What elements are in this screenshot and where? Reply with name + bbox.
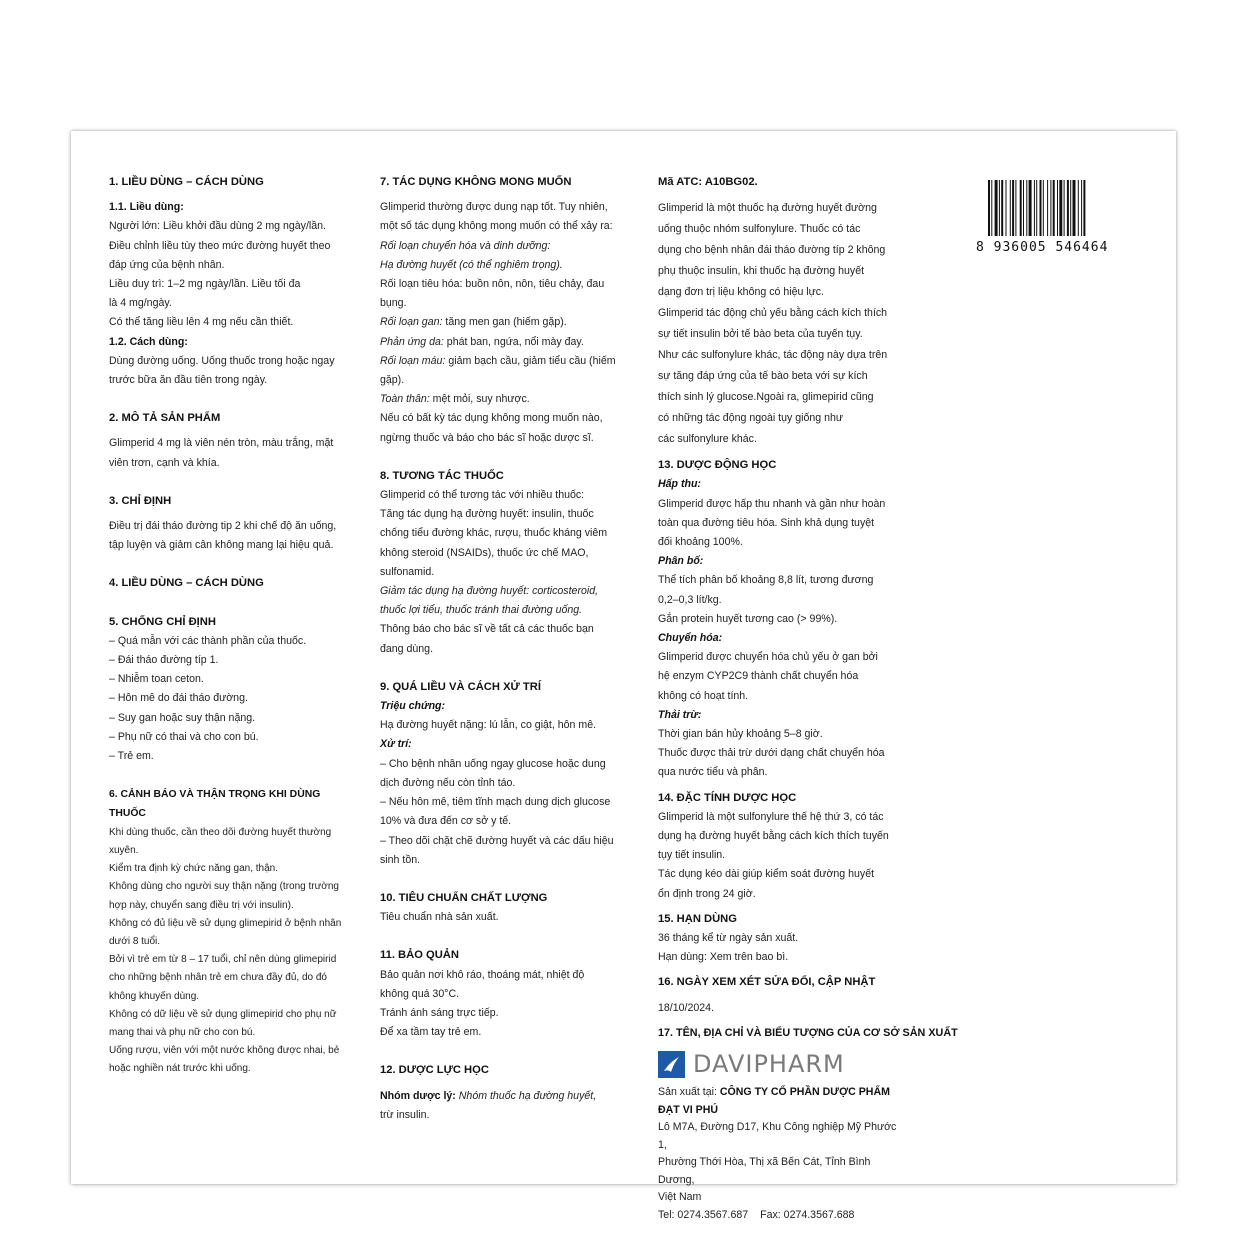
- barcode-bar: [1040, 180, 1042, 236]
- tel: Tel: 0274.3567.687: [658, 1208, 749, 1221]
- text-line: – Trẻ em.: [109, 750, 154, 763]
- text-line: 0,2–0,3 lít/kg.: [658, 593, 722, 606]
- barcode-bar: [1059, 180, 1062, 236]
- section-12-body: Nhóm dược lý: Nhóm thuốc hạ đường huyết,: [380, 1089, 597, 1102]
- text-line: Thuốc được thải trừ dưới dạng chất chuyển hóa: [658, 747, 885, 760]
- barcode: [976, 180, 1136, 254]
- absorption-body: [658, 495, 903, 553]
- barcode-bar: [1006, 180, 1007, 236]
- barcode-bars: [976, 180, 1136, 238]
- barcode-bar: [1081, 180, 1082, 236]
- elimination-body: [658, 725, 903, 783]
- barcode-bar: [1010, 180, 1011, 236]
- text-line: – Quá mẫn với các thành phần của thuốc.: [109, 634, 307, 647]
- text-line: dụng cho bệnh nhân đái tháo đường típ 2 không: [658, 244, 886, 257]
- text-line: Glimperid được hấp thu nhanh và gần như hoàn: [658, 497, 886, 510]
- section-15-title: 15. HẠN DÙNG: [658, 912, 737, 925]
- section-1-1-title: 1.1. Liều dùng:: [109, 201, 184, 214]
- text-line: dạng đơn trị liệu không có hiệu lực.: [658, 286, 824, 299]
- text-line: Kiểm tra định kỳ chức năng gan, thận.: [109, 863, 279, 875]
- text-line: phụ thuộc insulin, khi thuốc hạ đường huyết: [658, 265, 865, 278]
- text-line: đối khoảng 100%.: [658, 536, 743, 549]
- barcode-bar: [1050, 180, 1051, 236]
- text-line: Điều trị đái tháo đường tip 2 khi chế độ ăn uống,: [109, 520, 337, 533]
- section-14-title: 14. ĐẶC TÍNH DƯỢC HỌC: [658, 791, 797, 804]
- barcode-bar: [1012, 180, 1014, 236]
- text-line: sulfonamid.: [380, 565, 435, 578]
- text-line: sự tiết insulin bởi tế bào beta của tuyến tụy.: [658, 328, 863, 341]
- text-line: ngừng thuốc và báo cho bác sĩ hoặc dược sĩ.: [380, 431, 594, 444]
- text-line: là 4 mg/ngày.: [109, 297, 172, 310]
- text-line: Như các sulfonylure khác, tác động này dựa trên: [658, 349, 888, 362]
- text-line: không có hoạt tính.: [658, 689, 749, 702]
- section-2-title: 2. MÔ TẢ SẢN PHẨM: [109, 412, 221, 425]
- text-line: – Nhiễm toan ceton.: [109, 673, 204, 686]
- section-7-liver: Rối loạn gan: tăng men gan (hiếm gặp).: [380, 316, 567, 329]
- manufacturer-line: Sản xuất tại: CÔNG TY CỔ PHẦN DƯỢC PHẨM ĐẠT VI PHÚ: [658, 1086, 890, 1116]
- text-line: chống tiểu đường khác, rượu, thuốc kháng viêm: [380, 527, 608, 540]
- text-line: Gắn protein huyết tương cao (> 99%).: [658, 612, 838, 625]
- column-1: [109, 173, 349, 1079]
- text-line: Rối loạn tiêu hóa: buồn nôn, nôn, tiêu chảy, đau: [380, 278, 605, 291]
- section-5-body: [109, 632, 349, 766]
- text-line: thuốc lợi tiểu, thuốc tránh thai đường uống.: [380, 604, 583, 617]
- section-6-body: [109, 824, 349, 1079]
- distribution-title: Phân bố:: [658, 555, 704, 568]
- text-line: Tăng tác dụng hạ đường huyết: insulin, thuốc: [380, 508, 594, 521]
- revision-date: 18/10/2024.: [658, 1001, 714, 1014]
- manufacturer-address: [658, 1119, 903, 1207]
- text-line: Glimperid là một thuốc hạ đường huyết đường: [658, 202, 877, 215]
- fax: Fax: 0274.3567.688: [760, 1208, 855, 1221]
- contact-line: [658, 1207, 903, 1225]
- text-line: Glimperid tác động chủ yếu bằng cách kích thích: [658, 307, 888, 320]
- section-7-blood: Rối loạn máu: giảm bạch cầu, giảm tiểu cầu (hiếm: [380, 354, 616, 367]
- absorption-title: Hấp thu:: [658, 478, 701, 491]
- section-1-2-body: [109, 352, 349, 390]
- section-7-skin: Phản ứng da: phát ban, ngứa, nổi mày đay.: [380, 335, 584, 348]
- text-line: tụy tiết insulin.: [658, 849, 726, 862]
- text-line: dịch đường nếu còn tỉnh táo.: [380, 776, 516, 789]
- section-7-blood-2: gặp).: [380, 374, 405, 387]
- text-line: – Suy gan hoặc suy thận nặng.: [109, 711, 256, 724]
- text-line: Glimperid là một sulfonylure thế hệ thứ 3, có tác: [658, 810, 884, 823]
- column-2: [380, 173, 620, 1125]
- text-line: Glimperid 4 mg là viên nén tròn, màu trắng, mặt: [109, 437, 334, 450]
- text-line: Khi dùng thuốc, cần theo dõi đường huyết thường: [109, 826, 332, 838]
- text-line: trước bữa ăn đầu tiên trong ngày.: [109, 374, 268, 387]
- barcode-digits: 8 936005 546464: [976, 240, 1109, 255]
- section-10-title: 10. TIÊU CHUẨN CHẤT LƯỢNG: [380, 891, 548, 904]
- text-line: – Hôn mê do đái tháo đường.: [109, 692, 248, 705]
- barcode-bar: [1034, 180, 1035, 236]
- text-line: không steroid (NSAIDs), thuốc ức chế MAO,: [380, 546, 589, 559]
- davipharm-bird-icon: [658, 1051, 685, 1078]
- text-line: Giảm tác dụng hạ đường huyết: corticosteroid,: [380, 585, 599, 598]
- text-line: – Đái tháo đường típ 1.: [109, 654, 219, 667]
- section-1-2-title: 1.2. Cách dùng:: [109, 335, 188, 348]
- text-line: có những tác động ngoài tụy giống như: [658, 412, 843, 425]
- section-8-intro: Glimperid có thể tương tác với nhiều thuốc:: [380, 489, 585, 502]
- text-line: thích sinh lý glucose.Ngoài ra, glimepirid cũng: [658, 391, 874, 404]
- section-7-end: [380, 409, 620, 447]
- text-line: – Cho bệnh nhân uống ngay glucose hoặc dung: [380, 757, 606, 770]
- text-line: 36 tháng kể từ ngày sản xuất.: [658, 932, 799, 945]
- section-16-title: 16. NGÀY XEM XÉT SỬA ĐỔI, CẬP NHẬT: [658, 976, 876, 989]
- barcode-bar: [988, 180, 990, 236]
- section-12-title: 12. DƯỢC LỰC HỌC: [380, 1064, 489, 1077]
- text-line: ổn định trong 24 giờ.: [658, 887, 756, 900]
- section-14-body: [658, 808, 903, 904]
- section-7-intro: [380, 198, 620, 236]
- barcode-bar: [1047, 180, 1048, 236]
- section-1-1-body: [109, 217, 349, 332]
- text-line: dưới 8 tuổi.: [109, 935, 161, 947]
- text-line: Bảo quản nơi khô ráo, thoáng mát, nhiệt độ: [380, 968, 585, 981]
- text-line: sự tăng đáp ứng của tế bào beta với sự kích: [658, 370, 868, 383]
- text-line: xuyên.: [109, 844, 139, 856]
- text-line: đáp ứng của bệnh nhân.: [109, 258, 225, 271]
- barcode-bar: [995, 180, 998, 236]
- text-line: – Theo dõi chặt chẽ đường huyết và các dấu hiệu: [380, 834, 614, 847]
- text-line: – Phụ nữ có thai và cho con bú.: [109, 730, 259, 743]
- text-line: hợp này, chuyển sang điều trị với insulin).: [109, 899, 294, 911]
- text-line: Liều duy trì: 1–2 mg ngày/lần. Liều tối đa: [109, 278, 301, 291]
- section-2-body: [109, 434, 349, 472]
- text-line: Thông báo cho bác sĩ về tất cả các thuốc bạn: [380, 623, 594, 636]
- barcode-bar: [999, 180, 1000, 236]
- text-line: bụng.: [380, 297, 407, 310]
- barcode-bar: [991, 180, 992, 236]
- barcode-bar: [1053, 180, 1055, 236]
- text-line: Lô M7A, Đường D17, Khu Công nghiệp Mỹ Phước 1,: [658, 1121, 897, 1151]
- section-11-title: 11. BẢO QUẢN: [380, 949, 459, 962]
- text-line: Không có dữ liệu về sử dụng glimepirid cho phụ nữ: [109, 1008, 337, 1020]
- text-line: Nếu có bất kỳ tác dụng không mong muốn nào,: [380, 412, 603, 425]
- text-line: uống thuộc nhóm sulfonylure. Thuốc có tác: [658, 223, 861, 236]
- section-9-symptoms: Hạ đường huyết nặng: lú lẫn, co giật, hôn mê.: [380, 719, 597, 732]
- section-6-title: 6. CẢNH BÁO VÀ THẬN TRỌNG KHI DÙNG THUỐC: [109, 789, 321, 820]
- text-line: qua nước tiểu và phân.: [658, 766, 768, 779]
- column-3: [658, 173, 958, 1224]
- text-line: Có thể tăng liều lên 4 mg nếu cần thiết.: [109, 316, 294, 329]
- section-9-treatment: [380, 755, 620, 870]
- text-line: Hạn dùng: Xem trên bao bì.: [658, 951, 789, 964]
- barcode-bar: [1073, 180, 1076, 236]
- text-line: Người lớn: Liều khởi đầu dùng 2 mg ngày/lần.: [109, 220, 326, 233]
- barcode-bar: [1029, 180, 1032, 236]
- barcode-bar: [1043, 180, 1044, 236]
- section-3-title: 3. CHỈ ĐỊNH: [109, 494, 172, 507]
- section-9-symptoms-title: Triệu chứng:: [380, 700, 446, 713]
- barcode-bar: [1023, 180, 1024, 236]
- text-line: hệ enzym CYP2C9 thành chất chuyển hóa: [658, 670, 859, 683]
- davipharm-logo: [658, 1051, 903, 1078]
- text-line: không quá 30°C.: [380, 987, 460, 1000]
- text-line: Thể tích phân bố khoảng 8,8 lít, tương đương: [658, 574, 874, 587]
- section-7-general: Toàn thân: mệt mỏi, suy nhược.: [380, 393, 530, 406]
- barcode-bar: [1083, 180, 1085, 236]
- text-line: cho những bệnh nhân trẻ em chưa đầy đủ, do đó: [109, 972, 327, 984]
- atc-code: Mã ATC: A10BG02.: [658, 176, 758, 188]
- text-line: không khuyến dùng.: [109, 990, 200, 1002]
- section-7-gi: [380, 275, 620, 313]
- metabolism-title: Chuyển hóa:: [658, 632, 723, 645]
- text-line: sinh tồn.: [380, 853, 421, 866]
- text-line: Glimperid được chuyển hóa chủ yếu ở gan bởi: [658, 651, 878, 664]
- barcode-bar: [1078, 180, 1079, 236]
- section-12-body-2: trừ insulin.: [380, 1108, 430, 1121]
- section-1-title: 1. LIỀU DÙNG – CÁCH DÙNG: [109, 176, 264, 188]
- section-8-increase: [380, 505, 620, 582]
- text-line: Tránh ánh sáng trực tiếp.: [380, 1006, 499, 1019]
- text-line: mang thai và phụ nữ cho con bú.: [109, 1026, 256, 1038]
- text-line: Dùng đường uống. Uống thuốc trong hoặc ngay: [109, 354, 335, 367]
- section-7-title: 7. TÁC DỤNG KHÔNG MONG MUỐN: [380, 176, 572, 188]
- section-8-title: 8. TƯƠNG TÁC THUỐC: [380, 469, 504, 482]
- metabolism-body: [658, 648, 903, 706]
- section-9-title: 9. QUÁ LIỀU VÀ CÁCH XỬ TRÍ: [380, 680, 541, 693]
- section-5-title: 5. CHỐNG CHỈ ĐỊNH: [109, 615, 216, 628]
- section-10-body: Tiêu chuẩn nhà sản xuất.: [380, 911, 499, 924]
- text-line: toàn qua đường tiêu hóa. Sinh khả dụng tuyệt: [658, 516, 875, 529]
- barcode-bar: [1020, 180, 1022, 236]
- text-line: Để xa tầm tay trẻ em.: [380, 1026, 482, 1039]
- text-line: Không có đủ liệu về sử dụng glimepirid ở bệnh nhân: [109, 917, 342, 929]
- barcode-bar: [1067, 180, 1069, 236]
- section-4-title: 4. LIỀU DÙNG – CÁCH DÙNG: [109, 577, 264, 590]
- barcode-bar: [1064, 180, 1065, 236]
- barcode-bar: [1015, 180, 1016, 236]
- text-line: Việt Nam: [658, 1191, 702, 1204]
- elimination-title: Thải trừ:: [658, 708, 702, 721]
- text-line: tập luyện và giảm cân không mang lại hiệu quả.: [109, 539, 334, 552]
- text-line: viên trơn, cạnh và khía.: [109, 456, 220, 469]
- section-8-end: [380, 620, 620, 658]
- davipharm-wordmark: DAVIPHARM: [693, 1049, 845, 1078]
- text-line: Thời gian bán hủy khoảng 5–8 giờ.: [658, 728, 823, 741]
- barcode-bar: [1001, 180, 1003, 236]
- barcode-bar: [1070, 180, 1071, 236]
- text-line: Không dùng cho người suy thận nặng (trong trường: [109, 881, 339, 893]
- text-line: các sulfonylure khác.: [658, 433, 757, 446]
- text-line: Điều chỉnh liều tùy theo mức đường huyết theo: [109, 239, 331, 252]
- section-13-title: 13. DƯỢC ĐỘNG HỌC: [658, 459, 777, 472]
- text-line: Uống rượu, viên với một nước không được nhai, bẻ: [109, 1045, 340, 1057]
- section-9-treatment-title: Xử trí:: [380, 738, 412, 751]
- text-line: – Nếu hôn mê, tiêm tĩnh mạch dung dịch glucose: [380, 796, 611, 809]
- barcode-bar: [1026, 180, 1027, 236]
- text-line: Glimperid thường được dung nạp tốt. Tuy nhiên,: [380, 201, 608, 214]
- section-11-body: [380, 966, 620, 1043]
- text-line: Phường Thới Hòa, Thị xã Bến Cát, Tỉnh Bình Dương,: [658, 1156, 871, 1186]
- text-line: Bởi vì trẻ em từ 8 – 17 tuổi, chỉ nên dùng glimepirid: [109, 954, 337, 966]
- section-3-body: [109, 517, 349, 555]
- text-line: 10% và đưa đến cơ sở y tế.: [380, 815, 512, 828]
- section-8-decrease: [380, 582, 620, 620]
- section-15-body: [658, 929, 903, 967]
- section-7-hypoglycemia: Hạ đường huyết (có thể nghiêm trọng).: [380, 258, 563, 271]
- text-line: dụng hạ đường huyết bằng cách kích thích tuyến: [658, 830, 889, 843]
- section-7-metabolic: Rối loạn chuyển hóa và dinh dưỡng:: [380, 239, 551, 252]
- barcode-bar: [1036, 180, 1037, 236]
- text-line: một số tác dụng không mong muốn có thể xảy ra:: [380, 220, 613, 233]
- text-line: Tác dụng kéo dài giúp kiểm soát đường huyết: [658, 868, 875, 881]
- barcode-bar: [1057, 180, 1058, 236]
- section-17-title: 17. TÊN, ĐỊA CHỈ VÀ BIỂU TƯỢNG CỦA CƠ SỞ SẢN XUẤT: [658, 1026, 958, 1039]
- text-line: đang dùng.: [380, 642, 434, 655]
- atc-description: [658, 198, 903, 450]
- distribution-body: [658, 571, 903, 629]
- text-line: hoặc nghiền nát trước khi uống.: [109, 1063, 251, 1075]
